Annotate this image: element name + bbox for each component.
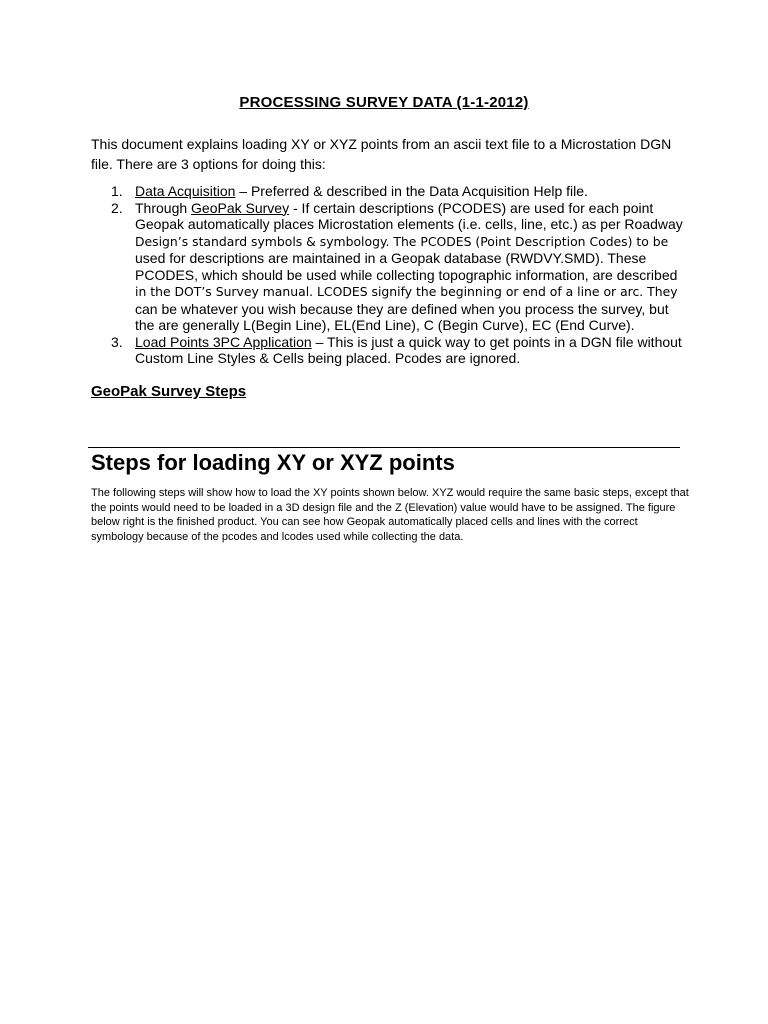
option-text: – Preferred & described in the Data Acquisition Help file. — [235, 183, 588, 199]
load-points-3pc-link[interactable]: Load Points 3PC Application — [135, 333, 312, 350]
options-list — [111, 183, 691, 367]
geopak-survey-link[interactable]: GeoPak Survey — [191, 199, 290, 216]
option-number: 3. — [111, 333, 123, 350]
option-number: 1. — [111, 183, 123, 199]
option-text: – This is just a quick way to get points in a DGN file without Custom Line Styles & Cells being placed. Pcodes are ignored. — [135, 333, 682, 366]
option-text: used for descriptions are maintained in a Geopak database (RWDVY.SMD). These PCODES, which should be used while collecting topographic information, are described — [135, 250, 678, 283]
option-number: 2. — [111, 199, 123, 216]
section-paragraph: The following steps will show how to load the XY points shown below. XYZ would require the same basic steps, except that the points would need to be loaded in a 3D design file and the Z (Elevation) value would have to be assigned. The figure below right is the finished product. You can see how Geopak automatically placed cells and lines with the correct symbology because of the pcodes and lcodes used while collecting the data. — [91, 487, 689, 543]
option-text: can be whatever you wish because they are defined when you process the survey, but the are generally L(Begin Line), EL(End Line), C (Begin Curve), EC (End Curve). — [135, 300, 669, 333]
intro-paragraph: This document explains loading XY or XYZ points from an ascii text file to a Microstation DGN file. There are 3 options for doing this: — [91, 136, 672, 172]
option-text: - If certain descriptions (PCODES) are used for each point Geopak automatically places Microstation elements (i.e. cells, line, etc.) as per Roadway — [135, 199, 683, 232]
option-item-2 — [111, 200, 691, 334]
option-prefix: Through — [135, 199, 192, 216]
section-heading: Steps for loading XY or XYZ points — [91, 450, 455, 475]
data-acquisition-link[interactable]: Data Acquisition — [135, 183, 236, 199]
section-divider — [88, 447, 680, 448]
document-title: PROCESSING SURVEY DATA (1-1-2012) — [239, 94, 529, 111]
geopak-survey-steps-heading: GeoPak Survey Steps — [91, 383, 247, 400]
option-item-3 — [111, 334, 691, 367]
option-text-alt: Design’s standard symbols & symbology. The PCODES (Point Description Codes) to be — [135, 233, 669, 249]
option-item-1 — [111, 183, 691, 200]
option-text-alt: in the DOT’s Survey manual. LCODES signify the beginning or end of a line or arc. They — [135, 284, 678, 299]
